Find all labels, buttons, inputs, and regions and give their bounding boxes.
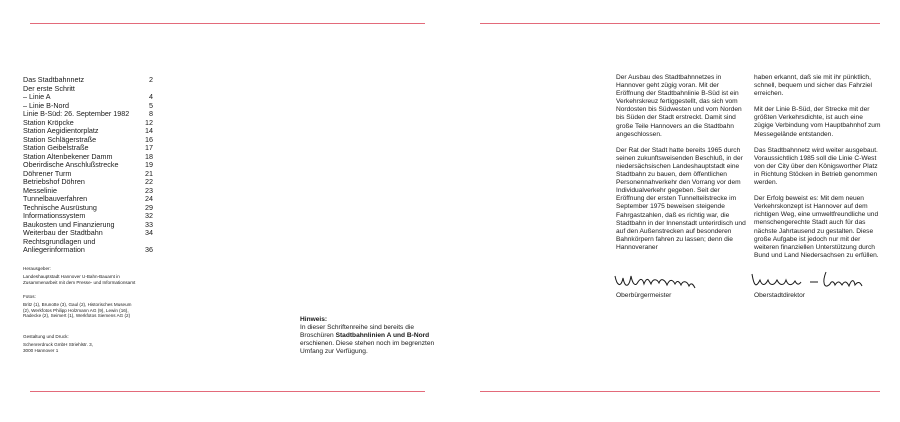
- toc-title: Station Altenbekener Damm: [23, 151, 113, 161]
- print-text: Schenrerdruck GmbH Striehlstr. 3, 3000 Hannover 1: [23, 341, 93, 353]
- toc-title: Station Schlägerstraße: [23, 134, 97, 144]
- toc-title: Döhrener Turm: [23, 168, 72, 178]
- toc-page: 17: [145, 143, 153, 152]
- toc-page: 16: [145, 134, 153, 144]
- toc-page: 12: [145, 117, 153, 127]
- director-signature-icon: [750, 268, 875, 294]
- toc-title: Station Kröpcke: [23, 117, 74, 127]
- toc-page: 18: [145, 151, 153, 161]
- right-page: [450, 0, 900, 422]
- toc-title: – Linie A: [23, 92, 51, 101]
- toc-title: Betriebshof Döhren: [23, 177, 85, 186]
- toc-page: 23: [145, 185, 153, 195]
- publisher-text: Landeshauptstadt Hannover U-Bahn-Bauamt in Zusammenarbeit mit dem Presse- und Informationsamt: [23, 273, 136, 285]
- toc-page: 2: [149, 75, 153, 84]
- print-label: Gestaltung und Druck:: [23, 334, 69, 339]
- top-rule-right: [480, 23, 880, 24]
- bottom-rule-left: [30, 391, 425, 392]
- toc-page: 32: [145, 211, 153, 220]
- toc-page: 33: [145, 219, 153, 229]
- toc-page: 24: [145, 194, 153, 203]
- toc-page: 14: [145, 126, 153, 135]
- toc-page: 36: [145, 245, 153, 254]
- toc-title: Messelinie: [23, 185, 57, 195]
- toc-page: 19: [145, 160, 153, 169]
- body-paragraph: Der Rat der Stadt hatte bereits 1965 durch seinen zukunftsweisenden Beschluß, in der niedersächsischen Landeshauptstadt eine Stadtbahn zu bauen, dem öffentlichen Personennahverkehr den Vorrang vor dem Individualverkehr gegeben. Seit der Eröffnung der ersten Tunnelteilstrecke im September 1975 beweisen steigende Fahrgastzahlen, daß es richtig war, die Stadtbahn in der Innenstadt unterirdisch und auf den Außenstrecken auf besonderen Bahnkörpern fahren zu lassen; denn die Hannoveraner: [616, 146, 746, 251]
- photos-label: Fotos:: [23, 294, 36, 299]
- toc-row: [23, 238, 153, 255]
- toc-title: Weiterbau der Stadtbahn: [23, 228, 103, 237]
- toc-title: Linie B-Süd: 26. September 1982: [23, 109, 130, 118]
- bottom-rule-right: [480, 391, 880, 392]
- toc-page: 21: [145, 168, 153, 178]
- hinweis-title: Hinweis:: [300, 316, 328, 323]
- toc-title: Das Stadtbahnnetz: [23, 75, 85, 84]
- body-paragraph: Mit der Linie B-Süd, der Strecke mit der größten Verkehrsdichte, ist auch eine zügige Verbindung vom Hauptbahnhof zum Messegelände entstanden.: [754, 106, 881, 138]
- hinweis-text: In dieser Schriftenreihe sind bereits die Broschüren Stadtbahnlinien A und B-Nord erschienen. Diese stehen noch im begrenzten Umfang zur Verfügung.: [300, 324, 435, 355]
- photos-text: Britz (1), Brunotte (3), Gaul (2), Historisches Museum (2), Werkfotos Philipp Holzmann AG (9), Lewin (16), Radecke (2), Seimert (1), Werkfotos Siemens AG (2): [23, 301, 132, 319]
- toc-title: Station Aegidientorplatz: [23, 126, 99, 135]
- toc-title: Tunnelbauverfahren: [23, 194, 88, 203]
- director-title: Oberstadtdirektor: [754, 292, 805, 299]
- toc-title: Rechtsgrundlagen und Anliegerinformation: [23, 236, 96, 254]
- toc-page: 22: [145, 177, 153, 186]
- table-of-contents: [23, 76, 153, 255]
- toc-title: Station Geibelstraße: [23, 143, 89, 152]
- imprint-publisher: [23, 266, 173, 285]
- hinweis-box: [300, 316, 440, 356]
- body-paragraph: Der Ausbau des Stadtbahnnetzes in Hannover geht zügig voran. Mit der Eröffnung der Stadtbahnlinie B-Süd ist ein Verkehrskreuz fertiggestellt, das sich vom Nordosten bis Südwesten und vom Norden bis Süden der Stadt erstreckt. Damit sind große Teile Hannovers an die Stadtbahn angeschlossen.: [616, 74, 742, 138]
- toc-title: Oberirdische Anschlußstrecke: [23, 160, 119, 169]
- toc-page: 4: [149, 92, 153, 101]
- body-paragraph: Der Erfolg beweist es: Mit dem neuen Verkehrskonzept ist Hannover auf dem richtigen Weg, eine umweltfreundliche und menschengerechte Stadt auch für das nächste Jahrtausend zu gestalten. Diese große Aufgabe ist jedoch nur mit der weiteren finanziellen Unterstützung durch Bund und Land Niedersachsen zu erfüllen.: [754, 195, 879, 259]
- toc-page: 8: [149, 109, 153, 118]
- text-column-2: [754, 74, 884, 268]
- toc-title: Baukosten und Finanzierung: [23, 219, 115, 229]
- toc-page: 29: [145, 202, 153, 212]
- toc-title: Technische Ausrüstung: [23, 202, 97, 212]
- toc-page: 5: [149, 100, 153, 110]
- imprint-photos: [23, 294, 173, 319]
- text-column-1: [616, 74, 746, 260]
- mayor-title: Oberbürgermeister: [616, 292, 672, 299]
- toc-page: 34: [145, 228, 153, 237]
- toc-title: Der erste Schritt: [23, 83, 75, 93]
- imprint-print: [23, 334, 173, 353]
- top-rule-left: [30, 23, 425, 24]
- publisher-label: Herausgeber:: [23, 266, 51, 271]
- mayor-signature-icon: [613, 268, 713, 294]
- toc-title: Informationssystem: [23, 211, 86, 220]
- toc-title: – Linie B-Nord: [23, 100, 69, 110]
- body-paragraph: Das Stadtbahnnetz wird weiter ausgebaut. Voraussichtlich 1985 soll die Linie C-West von der City über den Königsworther Platz in Richtung Stöcken in Betrieb genommen werden.: [754, 146, 878, 187]
- body-paragraph: haben erkannt, daß sie mit ihr pünktlich, schnell, bequem und sicher das Fahrziel erreichen.: [754, 74, 873, 98]
